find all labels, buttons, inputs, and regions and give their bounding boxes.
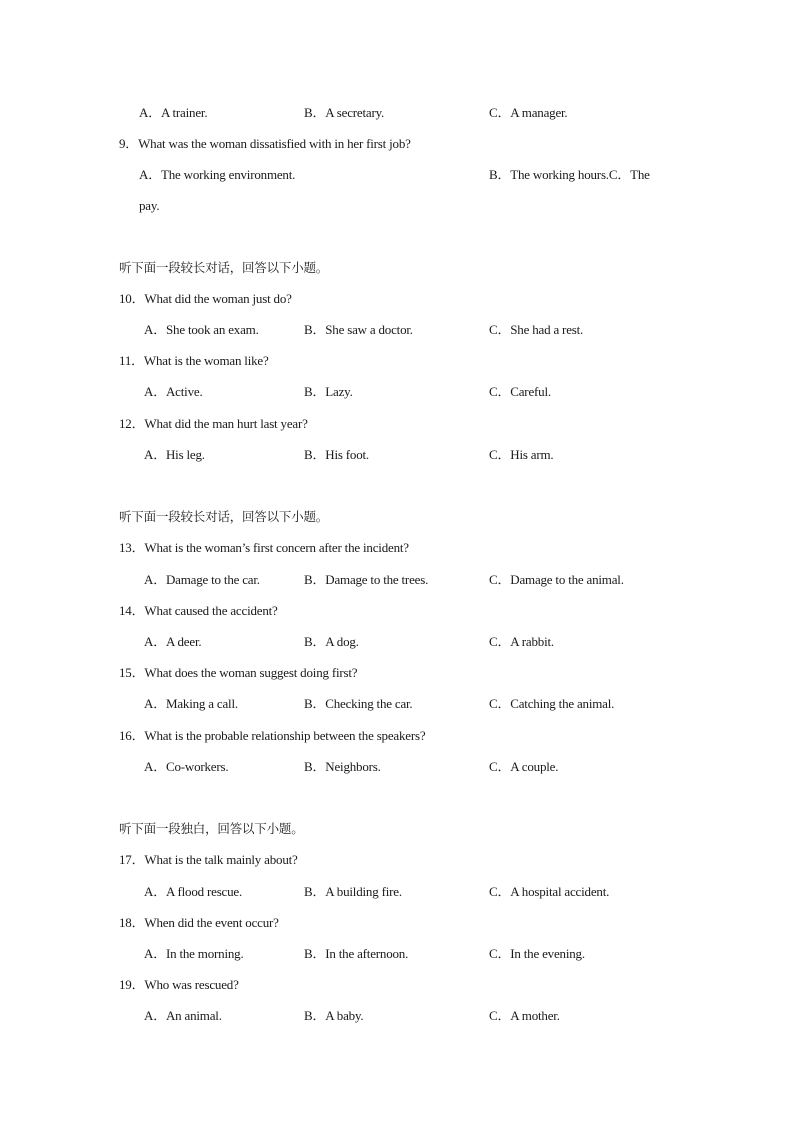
q10-option-a: A．She took an exam. — [144, 322, 259, 337]
q10-option-c: C．She had a rest. — [489, 322, 584, 337]
q16-option-a: A．Co-workers. — [144, 759, 229, 774]
q14-option-b: B．A dog. — [304, 634, 359, 649]
q15-option-c: C．Catching the animal. — [489, 696, 615, 711]
q19-option-b: B．A baby. — [304, 1008, 364, 1023]
q17-option-a: A．A flood rescue. — [144, 884, 243, 899]
q9-option-b-c: B．The working hours.C．The — [489, 167, 650, 182]
q8-option-b: B．A secretary. — [304, 105, 385, 120]
q12-option-b: B．His foot. — [304, 447, 369, 462]
section-heading: 听下面一段独白，回答以下小题。 — [119, 821, 304, 836]
q15-option-b: B．Checking the car. — [304, 696, 413, 711]
q9-question: 9．What was the woman dissatisfied with in her first job? — [119, 136, 411, 151]
q17-question: 17．What is the talk mainly about? — [119, 852, 298, 867]
q16-option-b: B．Neighbors. — [304, 759, 381, 774]
q13-option-c: C．Damage to the animal. — [489, 572, 624, 587]
q12-option-c: C．His arm. — [489, 447, 554, 462]
q12-option-a: A．His leg. — [144, 447, 205, 462]
q10-option-b: B．She saw a doctor. — [304, 322, 413, 337]
section-heading: 听下面一段较长对话，回答以下小题。 — [119, 509, 329, 524]
q16-question: 16．What is the probable relationship between the speakers? — [119, 728, 426, 743]
q17-option-b: B．A building fire. — [304, 884, 402, 899]
q14-option-c: C．A rabbit. — [489, 634, 554, 649]
q13-option-b: B．Damage to the trees. — [304, 572, 429, 587]
q18-option-c: C．In the evening. — [489, 946, 585, 961]
q8-option-c: C．A manager. — [489, 105, 568, 120]
q9-option-a: A．The working environment. — [139, 167, 296, 182]
q18-option-a: A．In the morning. — [144, 946, 244, 961]
q17-option-c: C．A hospital accident. — [489, 884, 610, 899]
q19-option-c: C．A mother. — [489, 1008, 560, 1023]
q9-option-c-continued: pay. — [139, 198, 160, 213]
q14-question: 14．What caused the accident? — [119, 603, 278, 618]
q12-question: 12．What did the man hurt last year? — [119, 416, 308, 431]
q11-option-c: C．Careful. — [489, 384, 551, 399]
q10-question: 10．What did the woman just do? — [119, 291, 292, 306]
q11-question: 11．What is the woman like? — [119, 353, 269, 368]
q16-option-c: C．A couple. — [489, 759, 559, 774]
q13-option-a: A．Damage to the car. — [144, 572, 260, 587]
q14-option-a: A．A deer. — [144, 634, 202, 649]
q19-option-a: A．An animal. — [144, 1008, 222, 1023]
q11-option-a: A．Active. — [144, 384, 203, 399]
section-heading: 听下面一段较长对话，回答以下小题。 — [119, 260, 329, 275]
q19-question: 19．Who was rescued? — [119, 977, 239, 992]
q11-option-b: B．Lazy. — [304, 384, 353, 399]
q15-question: 15．What does the woman suggest doing first? — [119, 665, 358, 680]
q18-option-b: B．In the afternoon. — [304, 946, 409, 961]
q15-option-a: A．Making a call. — [144, 696, 238, 711]
q18-question: 18．When did the event occur? — [119, 915, 279, 930]
q13-question: 13．What is the woman’s first concern after the incident? — [119, 540, 409, 555]
q8-option-a: A．A trainer. — [139, 105, 208, 120]
